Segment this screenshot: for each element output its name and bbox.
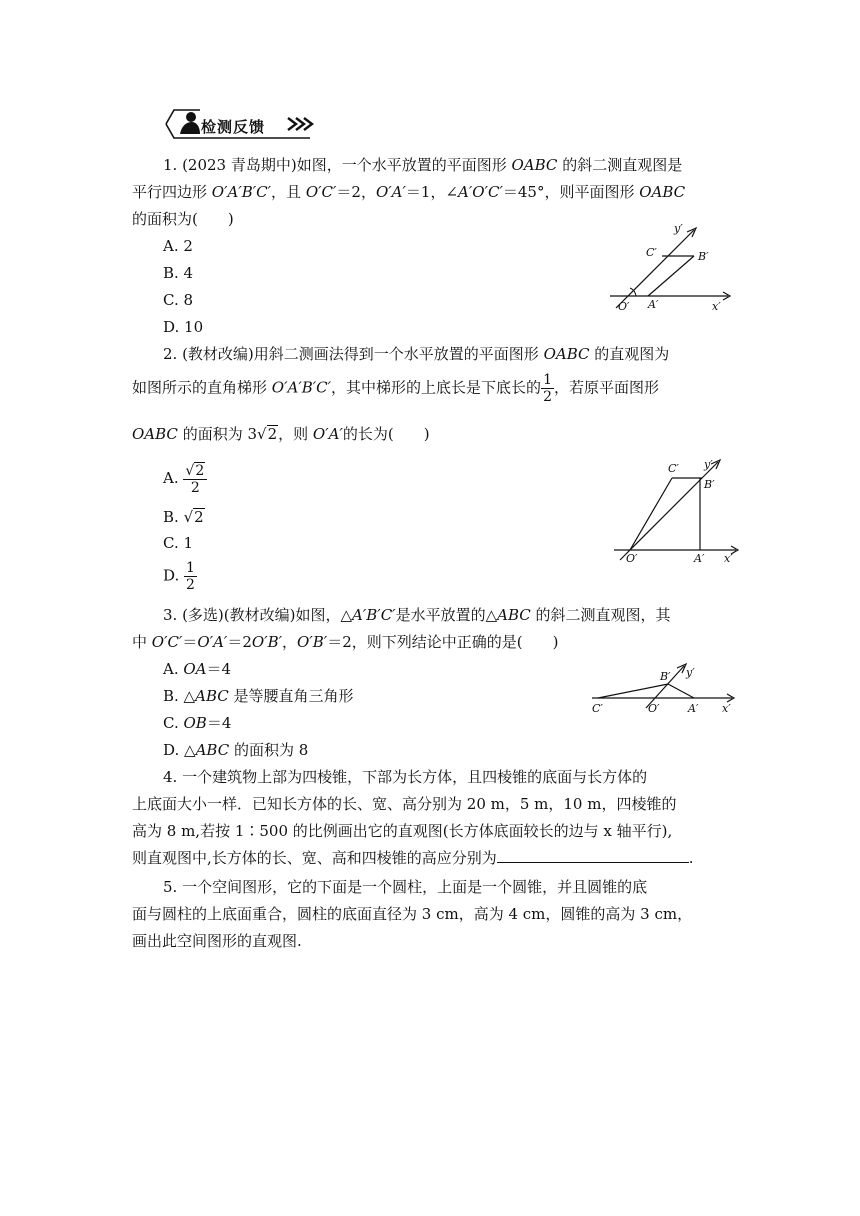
- q1-line-3: 的面积为( ): [132, 210, 234, 228]
- q5-line-3: 画出此空间图形的直观图.: [132, 932, 302, 950]
- q3-edge-ba: [668, 684, 694, 698]
- q4-line-2: 上底面大小一样．已知长方体的长、宽、高分别为 20 m，5 m，10 m，四棱锥的: [132, 795, 677, 813]
- q2-y-axis: [620, 462, 718, 560]
- q1-label-a: A′: [648, 298, 659, 311]
- q2-label-y: y′: [704, 458, 713, 471]
- q1-option-a: A. 2: [163, 237, 193, 255]
- q1-option-c: C. 8: [163, 291, 194, 309]
- q2-label-b: B′: [704, 478, 715, 491]
- q1-figure: [606, 218, 736, 318]
- q2-label-a: A′: [694, 552, 705, 565]
- q2-option-d: D. $\frac{1}{2}$: [163, 560, 195, 593]
- q3-label-c: C′: [592, 702, 603, 715]
- q2-label-o: O′: [626, 552, 638, 565]
- q3-label-o: O′: [648, 702, 660, 715]
- q2-label-x: x′: [724, 552, 733, 565]
- q4-line-4: 则直观图中,长方体的长、宽、高和四棱锥的高应分别为 .: [132, 849, 694, 867]
- q1-option-d: D. 10: [163, 318, 204, 336]
- q3-label-a: A′: [688, 702, 699, 715]
- q4-line-1: 4. 一个建筑物上部为四棱锥，下部为长方体，且四棱锥的底面与长方体的: [163, 768, 648, 786]
- q2-line-2: 如图所示的直角梯形 O′A′B′C′，其中梯形的上底长是下底长的 $\frac{1}{2}$ ，若原平面图形: [132, 372, 659, 405]
- q3-line-2: 中 O′C′＝O′A′＝2O′B′，O′B′＝2，则下列结论中正确的是( ): [132, 633, 559, 651]
- q3-figure: [588, 660, 740, 720]
- q5-line-1: 5. 一个空间图形，它的下面是一个圆柱，上面是一个圆锥，并且圆锥的底: [163, 878, 648, 896]
- q2-option-b: B. √2: [163, 508, 204, 526]
- q3-option-b: B. △ABC 是等腰直角三角形: [163, 687, 354, 705]
- q3-option-c: C. OB＝4: [163, 714, 232, 732]
- q4-line-3: 高为 8 m,若按 1∶500 的比例画出它的直观图(长方体底面较长的边与 x 轴平行),: [132, 822, 673, 840]
- q3-label-b: B′: [660, 670, 671, 683]
- q4-answer-blank[interactable]: [497, 848, 689, 863]
- q1-line-1: 1. (2023 青岛期中)如图，一个水平放置的平面图形 OABC 的斜二测直观图是: [163, 156, 683, 174]
- q2-fraction: $\frac{1}{2}$: [543, 372, 552, 405]
- q1-option-b: B. 4: [163, 264, 194, 282]
- q2-line-1: 2. (教材改编)用斜二测画法得到一个水平放置的平面图形 OABC 的直观图为: [163, 345, 670, 363]
- q2-figure: [612, 450, 742, 565]
- q1-label-b: B′: [698, 250, 709, 263]
- q2-option-c: C. 1: [163, 534, 194, 552]
- q5-line-2: 面与圆柱的上底面重合，圆柱的底面直径为 3 cm，高为 4 cm，圆锥的高为 3 cm，: [132, 905, 693, 923]
- q3-option-d: D. △ABC 的面积为 8: [163, 741, 309, 759]
- q1-label-x: x′: [712, 300, 721, 313]
- q2-line-3: OABC 的面积为 3√2，则 O′A′的长为( ): [132, 425, 430, 443]
- q3-label-x: x′: [722, 702, 731, 715]
- q3-option-a: A. OA＝4: [163, 660, 232, 678]
- q3-line-1: 3. (多选)(教材改编)如图，△A′B′C′是水平放置的△ABC 的斜二测直观图，其: [163, 606, 671, 624]
- q1-label-o: O′: [618, 300, 630, 313]
- q2-option-a: A. $\frac{√2}{2}$: [163, 462, 207, 496]
- q1-edge-ab: [648, 256, 694, 296]
- q2-label-c: C′: [668, 462, 679, 475]
- q3-label-y: y′: [686, 666, 695, 679]
- section-title: 检测反馈: [201, 118, 266, 136]
- q1-line-2: 平行四边形 O′A′B′C′，且 O′C′＝2，O′A′＝1，∠A′O′C′＝45°，则平面图形 OABC: [132, 183, 686, 201]
- q1-label-y: y′: [674, 222, 683, 235]
- q1-label-c: C′: [646, 246, 657, 259]
